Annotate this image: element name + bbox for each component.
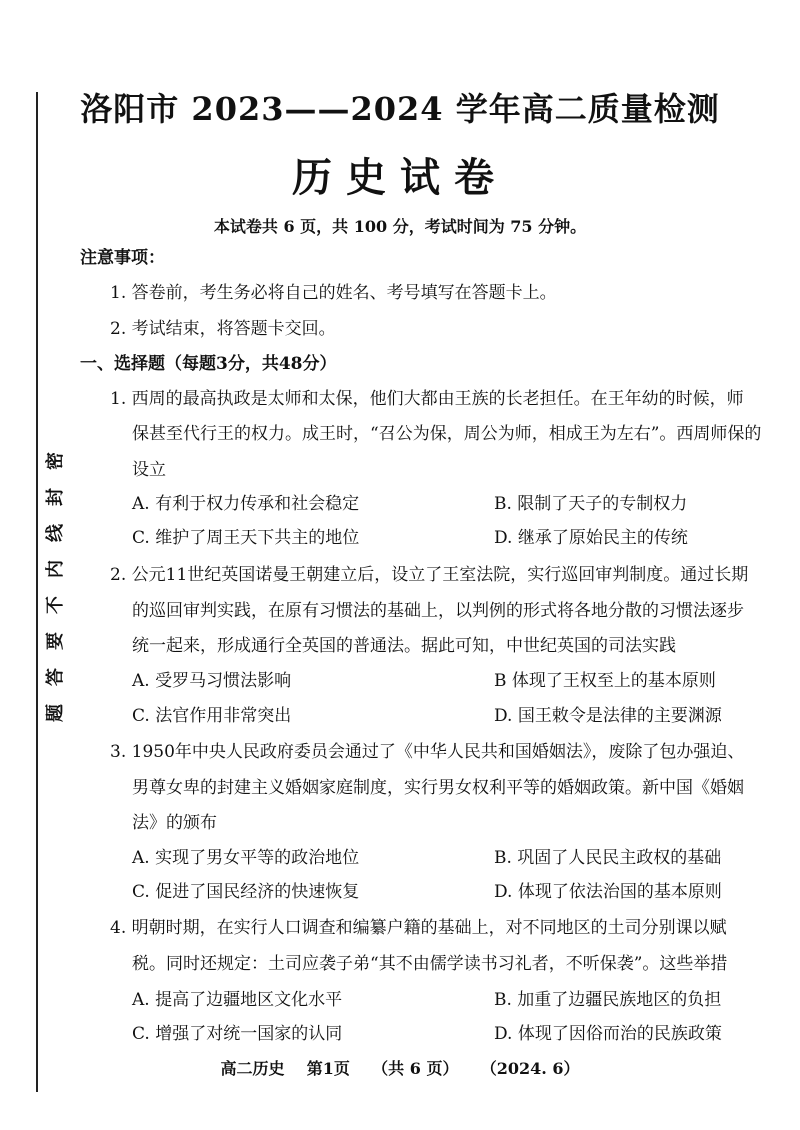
question-3-line: 法》的颁布 [132, 813, 217, 833]
note-item: 1. 答卷前，考生务必将自己的姓名、考号填写在答题卡上。 [110, 283, 557, 303]
seal-char: 不 [45, 596, 66, 614]
exam-subject: 历史试卷 [292, 154, 508, 201]
seal-notice [44, 452, 68, 722]
seal-char: 线 [45, 524, 66, 542]
exam-title: 洛阳市 2023——2024 学年高二质量检测 [80, 90, 720, 128]
question-3-line: 男尊女卑的封建主义婚姻家庭制度，实行男女权利平等的婚姻政策。新中国《婚姻 [132, 778, 744, 798]
question-2-line: 的巡回审判实践，在原有习惯法的基础上，以判例的形式将各地分散的习惯法逐步 [132, 601, 744, 621]
seal-char: 题 [45, 704, 66, 722]
page-footer: 高二历史 第1页 （共 6 页） （2024. 6） [220, 1059, 580, 1078]
question-1-line: 1. 西周的最高执政是太师和太保，他们大都由王族的长老担任。在王年幼的时候，师 [110, 389, 744, 409]
question-3-option-b[interactable]: B. 巩固了人民民主政权的基础 [494, 848, 722, 868]
question-3-line: 3. 1950年中央人民政府委员会通过了《中华人民共和国婚姻法》，废除了包办强迫、 [110, 742, 745, 762]
question-4-line: 4. 明朝时期，在实行人口调查和编纂户籍的基础上，对不同地区的土司分别课以赋 [110, 918, 727, 938]
section-title: 一、选择题（每题3分，共48分） [80, 354, 337, 374]
notes-heading: 注意事项： [80, 248, 165, 268]
question-4-option-c[interactable]: C. 增强了对统一国家的认同 [132, 1024, 343, 1044]
exam-info: 本试卷共 6 页，共 100 分，考试时间为 75 分钟。 [213, 217, 587, 236]
question-2-option-b[interactable]: B 体现了王权至上的基本原则 [494, 671, 716, 691]
note-item: 2. 考试结束，将答题卡交回。 [110, 319, 336, 339]
question-3-option-c[interactable]: C. 促进了国民经济的快速恢复 [132, 882, 360, 902]
question-4-option-d[interactable]: D. 体现了因俗而治的民族政策 [494, 1024, 722, 1044]
question-1-line: 保甚至代行王的权力。成王时，“召公为保，周公为师，相成王为左右”。西周师保的 [132, 424, 762, 444]
question-2-option-d[interactable]: D. 国王敕令是法律的主要渊源 [494, 706, 722, 726]
question-2-option-a[interactable]: A. 受罗马习惯法影响 [132, 671, 292, 691]
seal-char: 答 [45, 668, 66, 686]
question-2-line: 2. 公元11世纪英国诺曼王朝建立后，设立了王室法院，实行巡回审判制度。通过长期 [110, 565, 749, 585]
question-3-option-d[interactable]: D. 体现了依法治国的基本原则 [494, 882, 722, 902]
question-4-option-b[interactable]: B. 加重了边疆民族地区的负担 [494, 990, 722, 1010]
seal-char: 封 [45, 488, 66, 506]
question-2-option-c[interactable]: C. 法官作用非常突出 [132, 706, 292, 726]
question-1-option-d[interactable]: D. 继承了原始民主的传统 [494, 528, 688, 548]
binding-line [36, 92, 38, 1092]
question-2-line: 统一起来，形成通行全英国的普通法。据此可知，中世纪英国的司法实践 [132, 636, 676, 656]
question-4-option-a[interactable]: A. 提高了边疆地区文化水平 [132, 990, 343, 1010]
question-1-option-b[interactable]: B. 限制了天子的专制权力 [494, 494, 688, 514]
question-1-option-a[interactable]: A. 有利于权力传承和社会稳定 [132, 494, 360, 514]
question-4-line: 税。同时还规定：土司应袭子弟“其不由儒学读书习礼者，不听保袭”。这些举措 [132, 954, 728, 974]
seal-char: 内 [45, 560, 66, 578]
question-1-line: 设立 [132, 460, 166, 480]
question-1-option-c[interactable]: C. 维护了周王天下共主的地位 [132, 528, 360, 548]
seal-char: 要 [45, 632, 66, 650]
seal-char: 密 [45, 452, 66, 470]
question-3-option-a[interactable]: A. 实现了男女平等的政治地位 [132, 848, 360, 868]
